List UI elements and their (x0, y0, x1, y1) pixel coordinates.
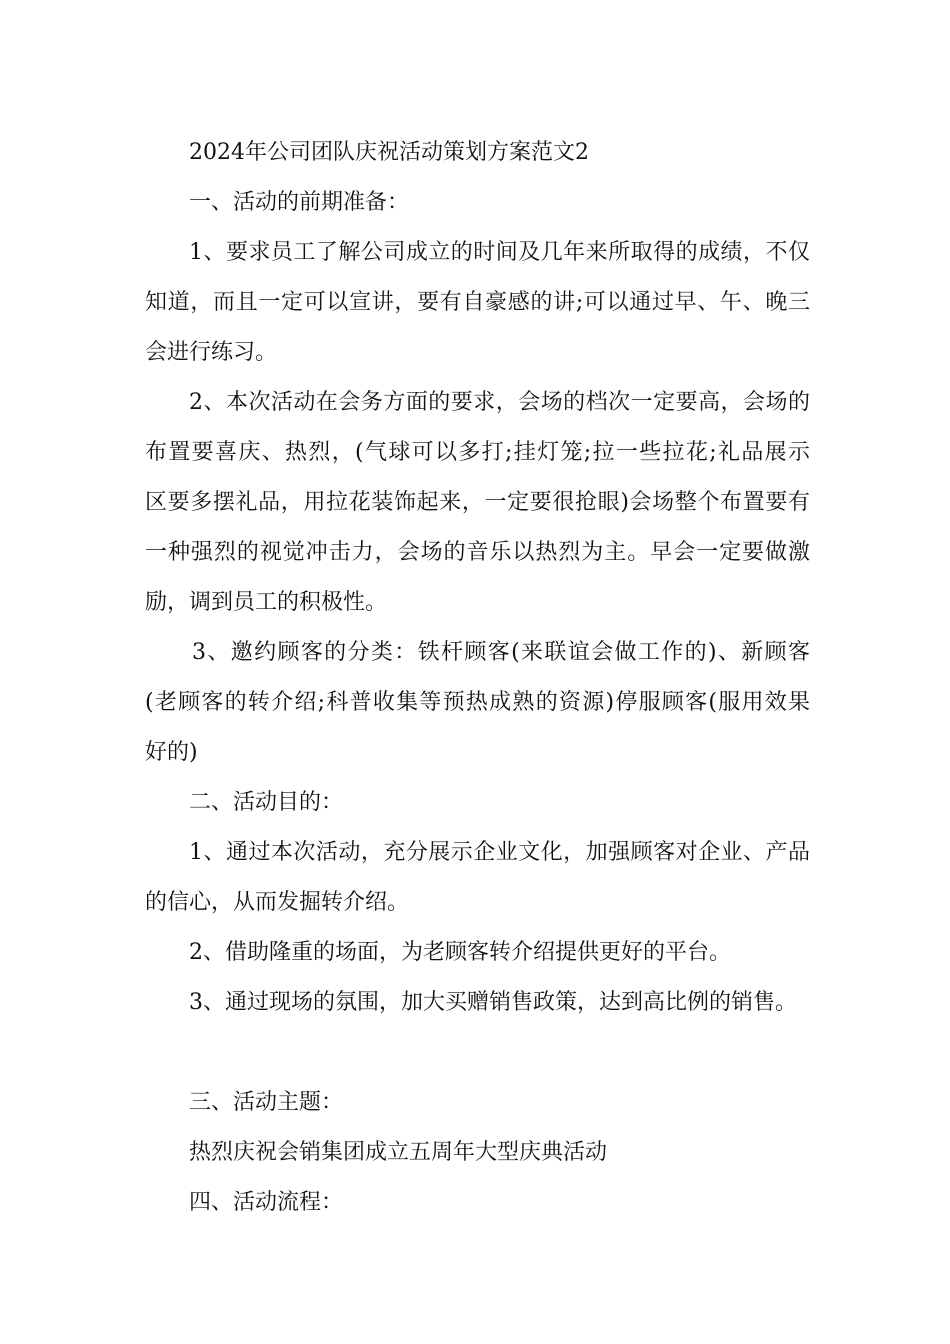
paragraph-line: 2、借助隆重的场面，为老顾客转介绍提供更好的平台。 (189, 940, 731, 965)
section-heading-theme: 三、活动主题： (189, 1090, 344, 1115)
paragraph-line: 区要多摆礼品，用拉花装饰起来，一定要很抢眼)会场整个布置要有 (145, 490, 810, 515)
paragraph-line: 3、通过现场的氛围，加大买赠销售政策，达到高比例的销售。 (189, 990, 797, 1015)
paragraph-line: 2、本次活动在会务方面的要求，会场的档次一定要高，会场的 (189, 390, 810, 415)
paragraph-line: 知道，而且一定可以宣讲，要有自豪感的讲;可以通过早、午、晚三 (145, 290, 810, 315)
paragraph-line: 1、通过本次活动，充分展示企业文化，加强顾客对企业、产品 (189, 840, 810, 865)
paragraph-line: 3、邀约顾客的分类：铁杆顾客(来联谊会做工作的)、新顾客 (192, 640, 810, 665)
document-title: 2024年公司团队庆祝活动策划方案范文2 (189, 140, 589, 165)
paragraph-line: (老顾客的转介绍;科普收集等预热成熟的资源)停服顾客(服用效果 (145, 690, 810, 715)
section-heading-process: 四、活动流程： (189, 1190, 344, 1215)
section-heading-purpose: 二、活动目的： (189, 790, 344, 815)
paragraph-line: 好的) (145, 740, 198, 765)
paragraph-line: 一种强烈的视觉冲击力，会场的音乐以热烈为主。早会一定要做激 (145, 540, 810, 565)
paragraph-line: 的信心，从而发掘转介绍。 (145, 890, 410, 915)
paragraph-line: 会进行练习。 (145, 340, 278, 365)
paragraph-line: 励，调到员工的积极性。 (145, 590, 388, 615)
paragraph-line: 热烈庆祝会销集团成立五周年大型庆典活动 (189, 1140, 608, 1165)
paragraph-line: 布置要喜庆、热烈，(气球可以多打;挂灯笼;拉一些拉花;礼品展示 (145, 440, 810, 465)
section-heading-preparation: 一、活动的前期准备： (189, 190, 410, 215)
paragraph-line: 1、要求员工了解公司成立的时间及几年来所取得的成绩，不仅 (189, 240, 810, 265)
